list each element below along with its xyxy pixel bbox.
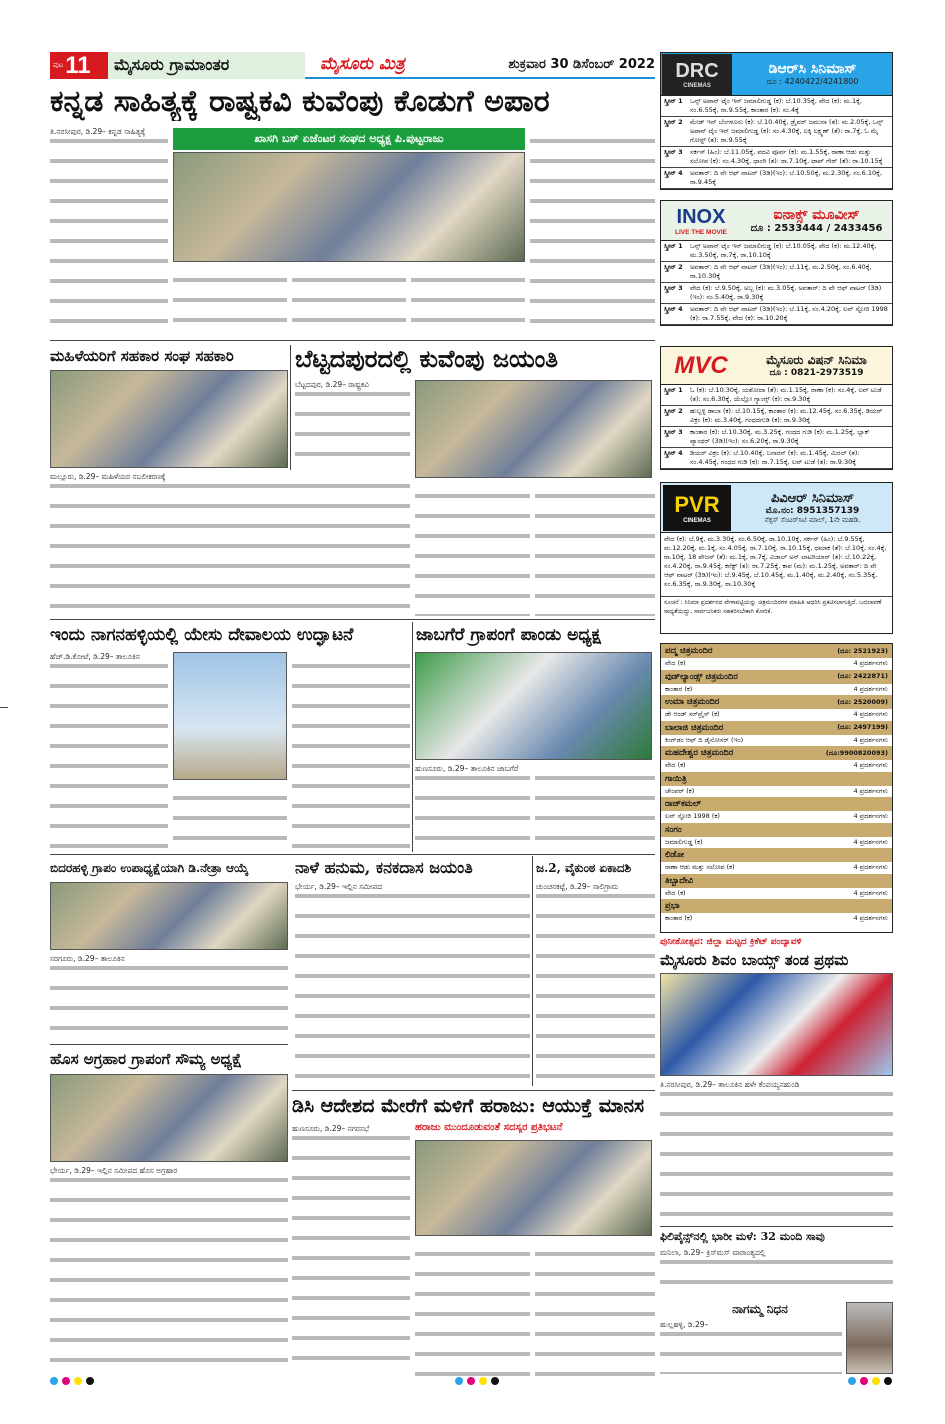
theater-name: ಮಹದೇಶ್ವರ ಚಿತ್ರಮಂದಿರ (665, 748, 734, 758)
story-photo (50, 882, 288, 950)
pvr-schedule: ವೇದ (ಕ): ಬೆ.9ಕ್ಕೆ, ಮ.3.30ಕ್ಕೆ, ಸಂ.6.50ಕ್ಕೆ, ರಾ.10.10ಕ್ಕೆ, ಸರ್ಕಸ್ (ಹಿಂ): ಬೆ.9.55ಕ್ಕೆ, ಮ.12.20ಕ್ಕೆ, ಮ.1ಕ್ಕೆ, ಸಂ.4.05ಕ್ಕೆ, ರಾ.7.10ಕ್ಕೆ, ರಾ.10.15ಕ್ಕೆ, ಧಮಾಕ (ತೆ): ಬೆ.10ಕ್ಕೆ, ಸಂ.4ಕ್ಕೆ, ರಾ.10ಕ್ಕೆ, 18 ಪೇಜಸ್ (ತೆ): ಮ.1ಕ್ಕೆ, ರಾ.7ಕ್ಕೆ, ವಿಜಾಲ್ ಅನ್ ಲಾಟರಿಯಾರ್ (ತ): ಬೆ.10.22ಕ್ಕೆ, ಸಂ.4.20ಕ್ಕೆ, ರಾ.9.45ಕ್ಕೆ, ಕನೆಕ್ಟ್ (ತ): ರಾ.7.25ಕ್ಕೆ, ಕಾಪ (ಮ): ಮ.1.25ಕ್ಕೆ, ಅವತಾರ್: ದಿ ವೇ ಆಫ್ ವಾಟರ್ (3ಡಿ)(ಇಂ): ಬೆ.9.45ಕ್ಕೆ, ಬೆ.10.45ಕ್ಕೆ, ಮ.1.40ಕ್ಕೆ, ಮ.2.40ಕ್ಕೆ, ಸಂ.5.35ಕ್ಕೆ, ಸಂ.6.35ಕ್ಕೆ, ರಾ.9.30ಕ್ಕೆ, ರಾ.10.30ಕ್ಕೆ (661, 533, 892, 597)
theater-phone: (ದೂ:9900820093) (825, 748, 888, 757)
cinema-name: ಪಿವಿಆರ್ ಸಿನಿಮಾಸ್ (770, 490, 855, 506)
story-headline: ಬಿದರಹಳ್ಳಿ ಗ್ರಾಪಂ ಉಪಾಧ್ಯಕ್ಷೆಯಾಗಿ ಡಿ.ನೇತ್ರಾ ಆಯ್ಕೆ (50, 861, 249, 875)
show-count: 4 ಪ್ರದರ್ಶನಗಳು (853, 837, 888, 846)
screen-schedule: ಅವತಾರ್: ದಿ ವೇ ಆಫ್ ವಾಟರ್ (3ಡಿ)(ಇಂ): ಬೆ.11ಕ್ಕೆ, ಮ.2.50ಕ್ಕೆ, ಸಂ.6.40ಕ್ಕೆ, ರಾ.10.30ಕ್ಕೆ (690, 263, 872, 280)
show-count: 4 ಪ್ರದರ್ಶನಗಳು (853, 659, 888, 668)
mvc-logo: MVC (674, 351, 728, 379)
screen-label: ಸ್ಕ್ರೀನ್ 4 (664, 169, 683, 177)
page-label: ಪುಟ (53, 61, 64, 69)
theater-list (660, 643, 893, 933)
story-photo (660, 973, 893, 1076)
theater-header (661, 746, 892, 760)
screen-schedule: ಸರ್ಕಸ್ (ಹಿಂ): ಬೆ.11.05ಕ್ಕೆ, ಪದವಿ ಪೂರ್ವ (ಕ): ಮ.1.55ಕ್ಕೆ, ರಾಣಾ ಆಡು ಮತ್ತು ಸಲೋಪ (ಕ): ಸಂ.4.30ಕ್ಕೆ, ಧಾಂಗಿ (ತ): ರಾ.7.10ಕ್ಕೆ, ಟಾಪ್ ಗೇರ್ (ತೆ): ರಾ.10.15ಕ್ಕೆ (690, 148, 883, 165)
theater-header (661, 670, 892, 684)
issue-date: ಶುಕ್ರವಾರ 30 ಡಿಸೆಂಬರ್ 2022 (508, 57, 655, 72)
screen-label: ಸ್ಕ್ರೀನ್ 3 (664, 428, 683, 436)
story-kicker: ಪುನೀತೋತ್ಸವ: ಜಿಲ್ಲಾ ಮಟ್ಟದ ಕ್ರಿಕೆಟ್ ಪಂದ್ಯಾವಳಿ (660, 937, 802, 947)
screen-schedule: ಹುಬ್ಬಳ್ಳಿ ಡಾಬಾ (ಕ): ಬೆ.10.15ಕ್ಕೆ, ಕಾಂತಾರ (ಕ): ಮ.12.45ಕ್ಕೆ, ಸಂ.6.35ಕ್ಕೆ, ಡಿಯರ್ ವಿಕ್ರಂ (ಕ): ಮ.3.40ಕ್ಕೆ, ಗಂಧದಗುಡಿ (ಕ): ರಾ.9.30ಕ್ಕೆ (690, 407, 883, 424)
theater-header (661, 695, 892, 709)
story-body: ಚುಂಚನಕಟ್ಟೆ, ಡಿ.29– ಸಾಲಿಗ್ರಾಮ (536, 882, 655, 1086)
story-body (415, 1240, 530, 1376)
screen-label: ಸ್ಕ್ರೀನ್ 3 (664, 148, 683, 156)
column-rule (290, 345, 291, 470)
screen-row (661, 448, 892, 469)
pvr-listing (660, 482, 893, 634)
story-headline: ಬೆಟ್ಟದಪುರದಲ್ಲಿ ಕುವೆಂಪು ಜಯಂತಿ (295, 344, 558, 373)
movie-title: ಕಾಂತಾರ (ಕ) (665, 914, 693, 923)
cinema-address: ನೆಕ್ಸಸ್ ಸೆಂಟರ್‌ಸಿಟಿ ಮಾಲ್, 1ನೇ ಮಹಡಿ. (764, 515, 861, 524)
story-headline: ಮಹಿಳೆಯರಿಗೆ ಸಹಕಾರ ಸಂಘ ಸಹಕಾರಿ (50, 347, 234, 365)
theater-header (661, 644, 892, 658)
divider (660, 1226, 893, 1227)
story-photo (415, 1140, 652, 1236)
theater-movie-row (661, 709, 892, 721)
divider (292, 1090, 655, 1091)
theater-phone: (ದೂ: 2520009) (837, 697, 888, 706)
theater-name: ಉಮಾ ಚಿತ್ರಮಂದಿರ (665, 697, 720, 707)
theater-name: ಲಿಡೋ (665, 850, 685, 860)
story-body: ಮನಿಲಾ, ಡಿ.29– ಕ್ರಿಸ್‌ಮಸ್ ವಾರಾಂತ್ಯದಲ್ಲಿ (660, 1248, 893, 1296)
story-subhead: ಹರಾಜು ಮುಂದೂಡುವಂತೆ ಸದಸ್ಯರ ಪ್ರತಿಭಟನೆ (415, 1122, 563, 1133)
lead-photo (173, 152, 525, 262)
movie-title: ವೇದ (ಕ) (665, 888, 686, 897)
story-headline: ಫಿಲಿಪೈನ್ಸ್‌ನಲ್ಲಿ ಭಾರೀ ಮಳೆ: 32 ಮಂದಿ ಸಾವು (660, 1230, 825, 1243)
story-photo (415, 652, 652, 760)
obituary-photo (846, 1302, 893, 1374)
cinema-name: ಮೈಸೂರು ವಿಷನ್ ಸಿನಿಮಾ (766, 353, 867, 367)
story-headline: ಜ.2, ವೈಕುಂಠ ಏಕಾದಶಿ (536, 861, 632, 875)
show-count: 4 ಪ್ರದರ್ಶನಗಳು (853, 888, 888, 897)
column-rule (412, 622, 413, 852)
theater-name: ವುಡ್‌ಲ್ಯಾಂಡ್ಸ್ ಚಿತ್ರಮಂದಿರ (665, 671, 738, 682)
story-body: ತಿ.ನರಸೀಪುರ, ಡಿ.29– ತಾಲೂಕಿನ ಹಳೇ ಕೆಂಪಯ್ಯನಹುಂಡಿ (660, 1080, 893, 1225)
screen-label: ಸ್ಕ್ರೀನ್ 2 (664, 263, 683, 271)
theater-movie-row (661, 888, 892, 900)
screen-label: ಸ್ಕ್ರೀನ್ 1 (664, 97, 683, 105)
story-body: ಹುಣಸೂರು, ಡಿ.29– ತಾಲೂಕಿನ ಜಾಬಗೆರೆ (415, 764, 530, 850)
pvr-logo: PVR CINEMAS (663, 485, 731, 531)
screen-row (661, 427, 892, 448)
theater-name: ಗಾಯಿತ್ರಿ (665, 773, 687, 784)
screen-schedule: ಓ (ಕ): ಬೆ.10.30ಕ್ಕೆ, ಯಶೋದಾ (ತೆ): ಮ.1.15ಕ್ಕೆ, ರಾಣಾ (ಕ): ಸಂ.4ಕ್ಕೆ, ಲವ್ ಟುಡೆ (ತ): ಸಂ.6.30ಕ್ಕೆ, ಯೆಲ್ಲೋ ಗ್ಯಾಂಗ್ಸ್ (ಕ): ರಾ.9.30ಕ್ಕೆ (690, 386, 882, 403)
screen-schedule: ಒನ್ಸ್ ಅಪಾನ್ ಟೈಂ ಇನ್ ಜಮಾಲಿಗುಡ್ಡ (ಕ): ಬೆ.10.05ಕ್ಕೆ, ವೇದ (ಕ): ಮ.12.40ಕ್ಕೆ, ಮ.3.50ಕ್ಕೆ, ರಾ.7ಕ್ಕೆ, ರಾ.10.10ಕ್ಕೆ (690, 242, 877, 259)
mvc-listing (660, 346, 893, 470)
screen-schedule: ಕಾಂತಾರ (ಕ): ಬೆ.10.30ಕ್ಕೆ, ಮ.3.25ಕ್ಕೆ, ಗಂಧದ ಗುಡಿ (ಕ): ಮ.1.25ಕ್ಕೆ, ಬ್ಲಾಕ್ ಪ್ಯಾಂಥರ್ (3ಡಿ)(ಇಂ): ಸಂ.6.20ಕ್ಕೆ, ರಾ.9.30ಕ್ಕೆ (690, 428, 870, 445)
story-body (535, 482, 655, 616)
screen-row (661, 241, 892, 262)
lead-headline: ಕನ್ನಡ ಸಾಹಿತ್ಯಕ್ಕೆ ರಾಷ್ಟ್ರಕವಿ ಕುವೆಂಪು ಕೊಡುಗೆ ಅಪಾರ (50, 84, 550, 119)
divider (50, 619, 655, 620)
movie-title: ಕಿಂಗ್‌ಡಂ ಆಫ್ ದಿ ಡೈನೋಸರ್ (ಇಂ) (665, 735, 744, 744)
story-body (173, 784, 287, 850)
movie-title: ವೇದ (ಕ) (665, 659, 686, 668)
section-title: ಮೈಸೂರು ಗ್ರಾಮಾಂತರ (108, 52, 305, 79)
theater-name: ಬಾಲಾಜಿ ಚಿತ್ರಮಂದಿರ (665, 722, 724, 733)
theater-movie-row (661, 786, 892, 798)
newspaper-logo: ಮೈಸೂರು ಮಿತ್ರ (320, 54, 405, 74)
theater-name: ಸಂಗಂ (665, 824, 682, 835)
theater-header (661, 848, 892, 862)
church-photo (173, 652, 287, 780)
screen-schedule: ವೇದ (ಕ): ಬೆ.9.50ಕ್ಕೆ, ಅಬ್ಬ (ಕ): ಮ.3.05ಕ್ಕೆ, ಅವತಾರ್: ದಿ ವೇ ಆಫ್ ವಾಟರ್ (3ಡಿ)(ಇಂ): ಸಂ.5.40ಕ್ಕೆ, ರಾ.9.30ಕ್ಕೆ (690, 284, 882, 301)
divider (50, 340, 655, 341)
cinema-phone: ದೂ : 0821-2973519 (769, 368, 864, 378)
story-body: ಹುಣಸೂರು, ಡಿ.29– ನಗರಸಭೆ (292, 1124, 410, 1376)
divider (50, 1044, 288, 1045)
screen-row (661, 147, 892, 168)
story-photo (50, 1074, 288, 1162)
movie-title: ವೇದ (ಕ) (665, 761, 686, 770)
screen-row (661, 283, 892, 304)
drc-cinemas-listing (660, 52, 893, 190)
screen-schedule: ಅವತಾರ್: ದಿ ವೇ ಆಫ್ ವಾಟರ್ (3ಡಿ)(ಇಂ): ಬೆ.11ಕ್ಕೆ, ಸಂ.4.20ಕ್ಕೆ, ಲವ್ ಸ್ಟೋರಿ 1998 (ಕ): ರಾ.7.55ಕ್ಕೆ, ವೇದ (ಕ): ರಾ.10.20ಕ್ಕೆ (690, 305, 888, 322)
story-photo (50, 370, 288, 468)
show-count: 4 ಪ್ರದರ್ಶನಗಳು (853, 735, 888, 744)
story-body (535, 1240, 655, 1376)
show-count: 4 ಪ್ರದರ್ಶನಗಳು (853, 710, 888, 719)
theater-movie-row (661, 862, 892, 874)
registration-dots (50, 1377, 94, 1385)
screen-row (661, 117, 892, 147)
story-headline: ಜಾಬಗೆರೆ ಗ್ರಾಪಂಗೆ ಪಾಂಡು ಅಧ್ಯಕ್ಷ (416, 625, 601, 645)
screen-row (661, 385, 892, 406)
page-number-box (50, 52, 108, 79)
story-headline: ಡಿಸಿ ಆದೇಶದ ಮೇರೆಗೆ ಮಳಿಗೆ ಹರಾಜು: ಆಯುಕ್ತೆ ಮಾನಸ (292, 1095, 645, 1117)
theater-header (661, 874, 892, 888)
theater-movie-row (661, 837, 892, 849)
theater-header (661, 721, 892, 735)
show-count: 4 ಪ್ರದರ್ಶನಗಳು (853, 914, 888, 923)
story-headline: ಮೈಸೂರು ಶಿವಂ ಬಾಯ್ಸ್ ತಂಡ ಪ್ರಥಮ (660, 951, 849, 969)
lead-banner: ಖಾಸಗಿ ಬಸ್ ಏಜೆಂಟರ ಸಂಘದ ಅಧ್ಯಕ್ಷ ಪಿ.ಪುಟ್ಟರಾಜು (173, 128, 525, 150)
lead-body-col4 (411, 266, 525, 336)
theater-movie-row (661, 735, 892, 747)
screen-schedule: ಡಿಯರ್ ವಿಕ್ರಂ (ಕ): ಬೆ.10.40ಕ್ಕೆ, ಬನಾರಸ್ (ಕ): ಮ.1.45ಕ್ಕೆ, ಮಿರಲ್ (ತ): ಸಂ.4.45ಕ್ಕೆ, ಗಂಧದ ಗುಡಿ (ಕ): ರಾ.7.15ಕ್ಕೆ, ಲವ್ ಟುಡೆ (ತ): ರಾ.9.30ಕ್ಕೆ (690, 449, 860, 466)
screen-row (661, 406, 892, 427)
lead-body-col1: ತಿ.ನರಸೀಪುರ, ಡಿ.29– ಕನ್ನಡ ಸಾಹಿತ್ಯಕ್ಕೆ (50, 127, 168, 335)
theater-movie-row (661, 811, 892, 823)
story-body: ಹೆಚ್.ಡಿ.ಕೋಟೆ, ಡಿ.29– ತಾಲೂಕಿನ (50, 652, 168, 850)
theater-name: ರಾಜ್‌ಕಮಲ್ (665, 799, 702, 809)
screen-label: ಸ್ಕ್ರೀನ್ 2 (664, 118, 683, 126)
screen-label: ಸ್ಕ್ರೀನ್ 1 (664, 242, 683, 250)
listing-note: ಸೂಚನೆ : ಸಿನಿಮಾ ಪ್ರದರ್ಶನದ ವೇಳಾಪಟ್ಟಿಯನ್ನು ಚಿತ್ರಮಂದಿರಗಳ ಮಾಹಿತಿ ಆಧರಿಸಿ ಪ್ರಕಟಿಸಲಾಗುತ್ತಿದೆ. ಬದಲಾವಣೆ ಸಾಧ್ಯತೆಯಿದ್ದು, ಸಾರ್ವಜನಿಕರು ಸಹಕರಿಸಬೇಕಾಗಿ ಕೋರಿಕೆ. (664, 599, 882, 615)
movie-title: ಲವ್ ಸ್ಟೋರಿ 1998 (ಕ) (665, 812, 720, 821)
movie-title: ರಾಣಾ ಆಡು ಮತ್ತು ಸಲೋಪ (ಕ) (665, 863, 735, 872)
inox-logo: INOX LIVE THE MOVIE (674, 205, 727, 236)
left-margin-mark (0, 707, 8, 708)
masthead (50, 52, 655, 79)
cinema-phone: ದೂ : 4240422/4241800 (766, 77, 859, 86)
screen-label: ಸ್ಕ್ರೀನ್ 4 (664, 305, 683, 313)
show-count: 4 ಪ್ರದರ್ಶನಗಳು (853, 761, 888, 770)
theater-movie-row (661, 760, 892, 772)
theater-name: ಪದ್ಮ ಚಿತ್ರಮಂದಿರ (665, 646, 713, 656)
story-body: ಸರಗೂರು, ಡಿ.29– ತಾಲೂಕಿನ (50, 954, 288, 1040)
screen-label: ಸ್ಕ್ರೀನ್ 1 (664, 386, 683, 394)
show-count: 4 ಪ್ರದರ್ಶನಗಳು (853, 684, 888, 693)
theater-name: ಪ್ರಭಾ (665, 901, 680, 911)
theater-name: ತಿಬ್ಬಾದೇವಿ (665, 875, 694, 886)
story-body: ಭೇರ್ಯ, ಡಿ.29– ಇಲ್ಲಿನ ಸಮೀಪದ ಹೊಸ ಅಗ್ರಹಾರ (50, 1166, 288, 1376)
theater-phone: (ದೂ: 2521923) (837, 646, 888, 655)
lead-body-col3 (292, 266, 406, 336)
screen-row (661, 96, 892, 117)
story-body: ಬೆಟ್ಟದಪುರ, ಡಿ.29– ರಾಷ್ಟ್ರಕವಿ (295, 380, 410, 470)
cinema-name: ಡಿಆರ್‌ಸಿ ಸಿನಿಮಾಸ್ (768, 61, 857, 77)
obituary-headline: ನಾಗಮ್ಮ ನಿಧನ (732, 1302, 788, 1316)
cinema-phone: ದೂ : 2533444 / 2433456 (750, 223, 883, 234)
story-body: ಮಲ್ಲೂರು, ಡಿ.29– ಮಹಿಳೆಯರ ಸಬಲೀಕರಣಕ್ಕೆ (50, 472, 410, 616)
cinema-name: ಐನಾಕ್ಸ್ ಮೂವೀಸ್ (773, 207, 860, 223)
screen-schedule: ಅವತಾರ್: ದಿ ವೇ ಆಫ್ ವಾಟರ್ (3ಡಿ)(ಇಂ): ಬೆ.10.50ಕ್ಕೆ, ಮ.2.30ಕ್ಕೆ, ಸಂ.6.10ಕ್ಕೆ, ರಾ.9.45ಕ್ಕೆ (690, 169, 883, 186)
story-headline: ಹೊಸ ಅಗ್ರಹಾರ ಗ್ರಾಪಂಗೆ ಸೌಮ್ಯ ಅಧ್ಯಕ್ಷೆ (50, 1050, 242, 1068)
registration-dots (848, 1377, 892, 1385)
story-headline: ನಾಳೆ ಹನುಮ, ಕನಕದಾಸ ಜಯಂತಿ (295, 858, 473, 877)
movie-title: ಕಾಂತಾರ (ಕ) (665, 684, 693, 693)
theater-phone: (ದೂ: 2497199) (837, 723, 888, 731)
story-body (292, 652, 410, 850)
theater-header (661, 772, 892, 786)
page-number: 11 (65, 51, 91, 79)
theater-header (661, 823, 892, 837)
cinema-phone: ಮೊ.ನಂ: 8951357139 (765, 505, 860, 516)
lead-body-col2 (173, 266, 287, 336)
movie-title: ಜಮಾಲಿಗುಡ್ಡ (ಕ) (665, 837, 703, 846)
screen-label: ಸ್ಕ್ರೀನ್ 4 (664, 449, 683, 457)
screen-label: ಸ್ಕ್ರೀನ್ 2 (664, 407, 683, 415)
story-body: ಭೇರ್ಯ, ಡಿ.29– ಇಲ್ಲಿನ ಸಮೀಪದ (295, 882, 530, 1086)
movie-title: ಡೇ ಆಂಡ್ ಸರ್‌ಪ್ರೈಸ್ (ಕ) (665, 710, 720, 719)
screen-row (661, 168, 892, 189)
screen-row (661, 262, 892, 283)
drc-logo: DRC CINEMAS (662, 54, 732, 95)
show-count: 4 ಪ್ರದರ್ಶನಗಳು (853, 786, 888, 795)
column-rule (532, 856, 533, 1086)
story-photo (415, 380, 652, 478)
theater-header (661, 797, 892, 811)
screen-label: ಸ್ಕ್ರೀನ್ 3 (664, 284, 683, 292)
show-count: 4 ಪ್ರದರ್ಶನಗಳು (853, 863, 888, 872)
theater-movie-row (661, 913, 892, 925)
screen-schedule: ಮೇಡ್ ಇನ್ ಬೆಂಗಳೂರು (ಕ): ಬೆ.10.40ಕ್ಕೆ, ಡ್ರೈವರ್ ಜಮುನಾ (ತ): ಮ.2.05ಕ್ಕೆ, ಒನ್ಸ್ ಅಪಾನ್ ಟೈಂ ಇನ್ ಜಮಾಲಿಗುಡ್ಡ (ಕ): ಸಂ.4.30ಕ್ಕೆ, ಲಕ್ಕಿ ಲಕ್ಷ್ಮಣ್ (ತೆ): ರಾ.7ಕ್ಕೆ, ಓ ಮೈ ಗೋಸ್ಟ್ (ತ): ರಾ.9.55ಕ್ಕೆ (690, 118, 884, 144)
lead-body-col5 (530, 127, 655, 335)
screen-row (661, 304, 892, 325)
show-count: 4 ಪ್ರದರ್ಶನಗಳು (853, 812, 888, 821)
theater-header (661, 899, 892, 913)
theater-movie-row (661, 684, 892, 696)
theater-movie-row (661, 658, 892, 670)
story-body (415, 482, 530, 616)
story-body (535, 764, 655, 850)
registration-dots (455, 1377, 499, 1385)
story-headline: ಇಂದು ನಾಗನಹಳ್ಳಿಯಲ್ಲಿ ಯೇಸು ದೇವಾಲಯ ಉದ್ಘಾಟನೆ (50, 625, 354, 645)
obituary-body: ಹುಲ್ಲಹಳ್ಳಿ, ಡಿ.29– (660, 1320, 842, 1374)
screen-schedule: ಒನ್ಸ್ ಅಪಾನ್ ಟೈಂ ಇನ್ ಜಮಾಲಿಗುಡ್ಡ (ಕ): ಬೆ.10.35ಕ್ಕೆ, ವೇದ (ಕ): ಮ.1ಕ್ಕೆ, ಸಂ.6.55ಕ್ಕೆ, ರಾ.9.55ಕ್ಕೆ, ಕಾಂತಾರ (ಕ): ಸಂ.4ಕ್ಕೆ (690, 97, 863, 114)
movie-title: ಚೇಂಪರ್ (ಕ) (665, 786, 695, 795)
theater-phone: (ದೂ: 2422871) (837, 672, 888, 680)
inox-listing (660, 200, 893, 326)
divider (50, 854, 655, 855)
